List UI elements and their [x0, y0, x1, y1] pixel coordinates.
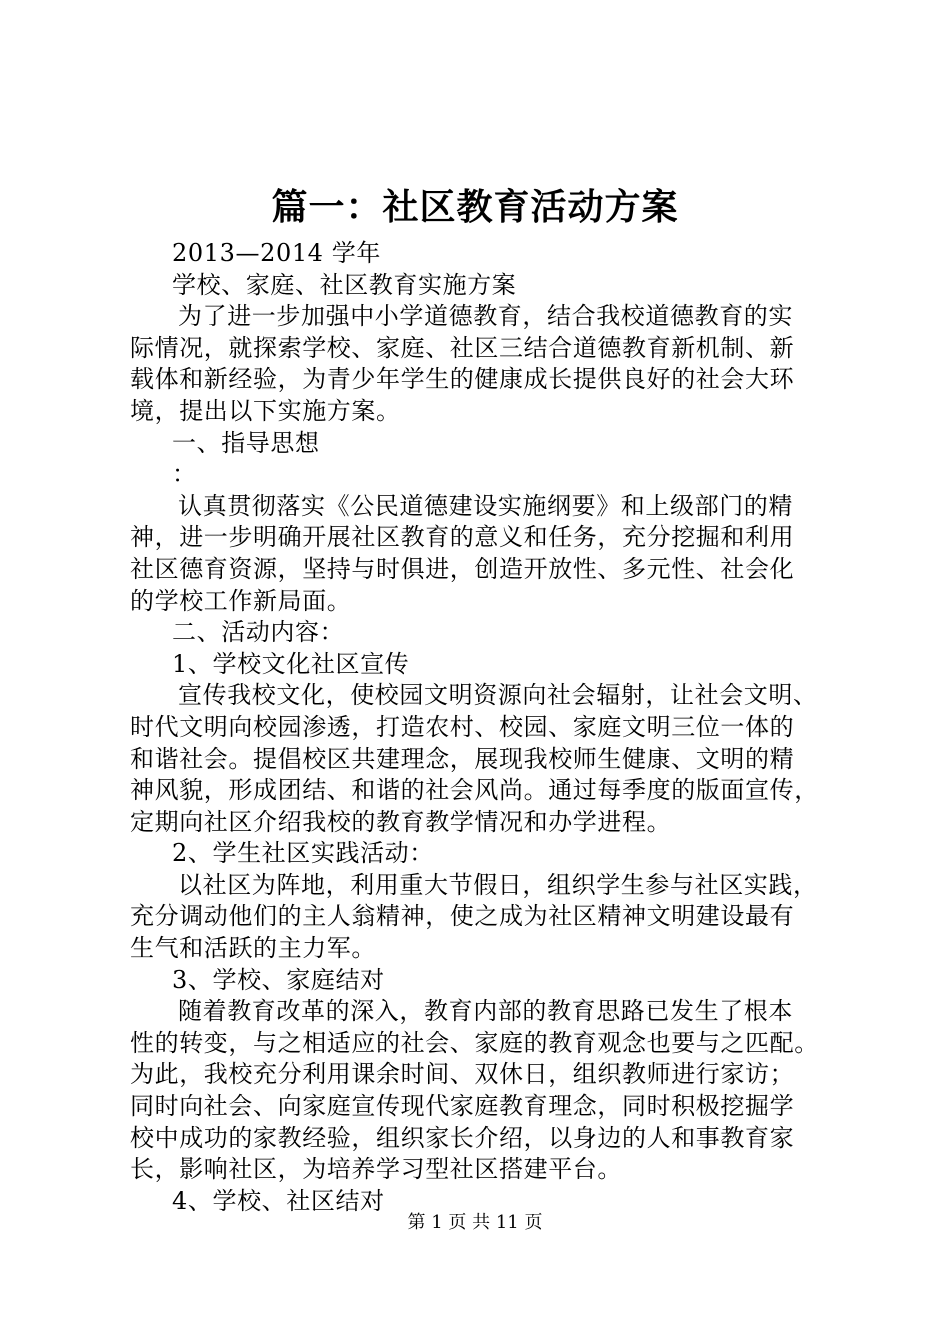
document-title: 篇一：社区教育活动方案 — [271, 186, 679, 228]
paragraph-line: 认真贯彻落实《公民道德建设实施纲要》和上级部门的精 — [178, 491, 793, 520]
subsection-heading: 3、学校、家庭结对 — [172, 965, 385, 994]
paragraph-line: 为了进一步加强中小学道德教育，结合我校道德教育的实 — [178, 302, 793, 331]
paragraph-line: 校中成功的家教经验，组织家长介绍，以身边的人和事教育家 — [130, 1123, 795, 1152]
paragraph-line: 社区德育资源，坚持与时俱进，创造开放性、多元性、社会化 — [130, 554, 795, 583]
paragraph-line: 以社区为阵地，利用重大节假日，组织学生参与社区实践， — [178, 870, 818, 899]
page-number-footer: 第 1 页 共 11 页 — [407, 1212, 543, 1233]
paragraph-line: 充分调动他们的主人翁精神，使之成为社区精神文明建设最有 — [130, 902, 795, 931]
paragraph-line: 神风貌，形成团结、和谐的社会风尚。通过每季度的版面宣传， — [130, 776, 819, 805]
paragraph-line: 神，进一步明确开展社区教育的意义和任务，充分挖掘和利用 — [130, 523, 795, 552]
paragraph-line: 生气和活跃的主力军。 — [130, 934, 376, 963]
paragraph-line: 的学校工作新局面。 — [130, 586, 352, 615]
subsection-heading: 4、学校、社区结对 — [172, 1186, 385, 1215]
paragraph-line: 宣传我校文化，使校园文明资源向社会辐射，让社会文明、 — [178, 681, 818, 710]
paragraph-line: 载体和新经验，为青少年学生的健康成长提供良好的社会大环 — [130, 365, 795, 394]
paragraph-line: 同时向社会、向家庭宣传现代家庭教育理念，同时积极挖掘学 — [130, 1092, 795, 1121]
subsection-heading: 2、学生社区实践活动： — [172, 839, 434, 868]
paragraph-line: 和谐社会。提倡校区共建理念，展现我校师生健康、文明的精 — [130, 744, 795, 773]
document-body — [130, 238, 834, 1217]
paragraph-line: 为此，我校充分利用课余时间、双休日，组织教师进行家访； — [130, 1060, 795, 1089]
paragraph-line: 时代文明向校园渗透，打造农村、校园、家庭文明三位一体的 — [130, 712, 795, 741]
section-heading: 一、指导思想 — [172, 428, 320, 457]
paragraph-line: 学校、家庭、社区教育实施方案 — [172, 270, 517, 299]
paragraph-line: 际情况，就探索学校、家庭、社区三结合道德教育新机制、新 — [130, 333, 795, 362]
paragraph-line: 随着教育改革的深入，教育内部的教育思路已发生了根本 — [178, 997, 793, 1026]
paragraph-line: ： — [172, 460, 197, 489]
paragraph-line: 长，影响社区，为培养学习型社区搭建平台。 — [130, 1155, 622, 1184]
subsection-heading: 1、学校文化社区宣传 — [172, 649, 410, 678]
paragraph-line: 2013—2014 学年 — [172, 239, 381, 267]
paragraph-line: 定期向社区介绍我校的教育教学情况和办学进程。 — [130, 807, 672, 836]
section-heading: 二、活动内容： — [172, 618, 345, 647]
paragraph-line: 性的转变，与之相适应的社会、家庭的教育观念也要与之匹配。 — [130, 1028, 819, 1057]
paragraph-line: 境，提出以下实施方案。 — [130, 396, 401, 425]
